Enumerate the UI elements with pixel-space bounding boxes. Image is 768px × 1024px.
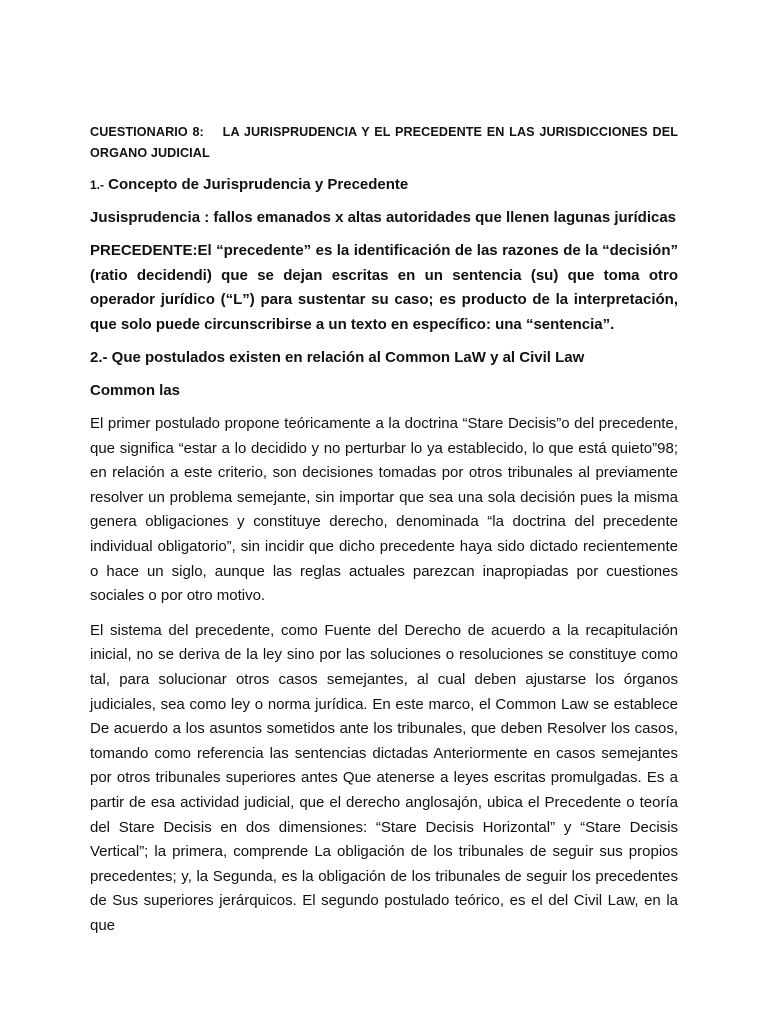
paragraph-stare-decisis: El primer postulado propone teóricamente a la doctrina “Stare Decisis”o del precedente, que significa “estar a lo decidido y no perturbar lo ya establecido, lo que está quieto”98; en relación a este criterio, son decisiones tomadas por otros tribunales al previamente resolver un problema semejante, sin importar que sea una sola decisión pues la misma genera obligaciones y constituye derecho, denominada “la doctrina del precedente individual obligatorio”, sin incidir que dicho precedente haya sido dictado recientemente o hace un siglo, aunque las reglas actuales parezcan inapropiadas por cuestiones sociales o por otro motivo. <box>90 415 678 605</box>
paragraph-sistema-precedente: El sistema del precedente, como Fuente del Derecho de acuerdo a la recapitulación inicial, no se deriva de la ley sino por las soluciones o resoluciones se constituye como tal, para solucionar otros casos semejantes, al cual deben ajustarse los órganos judiciales, sea como ley o norma jurídica. En este marco, el Common Law se establece De acuerdo a los asuntos sometidos ante los tribunales, que deben Resolver los casos, tomando como referencia las sentencias dictadas Anteriormente en casos semejantes por otros tribunales superiores antes Que atenerse a leyes escritas promulgadas. Es a partir de esa actividad judicial, que el derecho anglosajón, ubica el Precedente o teoría del Stare Decisis en dos dimensiones: “Stare Decisis Horizontal” y “Stare Decisis Vertical”; la primera, comprende La obligación de los tribunales de seguir sus propios precedentes; y, la Segunda, es la obligación de los tribunales de seguir los precedentes de Sus superiores jerárquicos. El segundo postulado teórico, es el del Civil Law, en la que <box>90 621 678 934</box>
precedente-definition: PRECEDENTE:El “precedente” es la identificación de las razones de la “decisión” (ratio decidendi) que se dejan escritas en un sentencia (su) que toma otro operador jurídico (“L”) para sustentar su caso; es producto de la interpretación, que solo puede circunscribirse a un texto en específico: una “sentencia”. <box>90 242 678 333</box>
question-1-text: Concepto de Jurisprudencia y Precedente <box>104 176 409 193</box>
question-1-number: 1.- <box>90 178 105 192</box>
document-page <box>90 122 678 948</box>
jurisprudencia-definition: Jusisprudencia : fallos emanados x altas autoridades que llenen lagunas jurídicas <box>90 209 677 226</box>
common-law-heading: Common las <box>90 382 181 399</box>
document-title: CUESTIONARIO 8: LA JURISPRUDENCIA Y EL PRECEDENTE EN LAS JURISDICCIONES DEL ORGANO JUDICIAL <box>90 125 678 160</box>
question-1 <box>90 173 678 197</box>
question-2: 2.- Que postulados existen en relación al Common LaW y al Civil Law <box>90 349 585 366</box>
